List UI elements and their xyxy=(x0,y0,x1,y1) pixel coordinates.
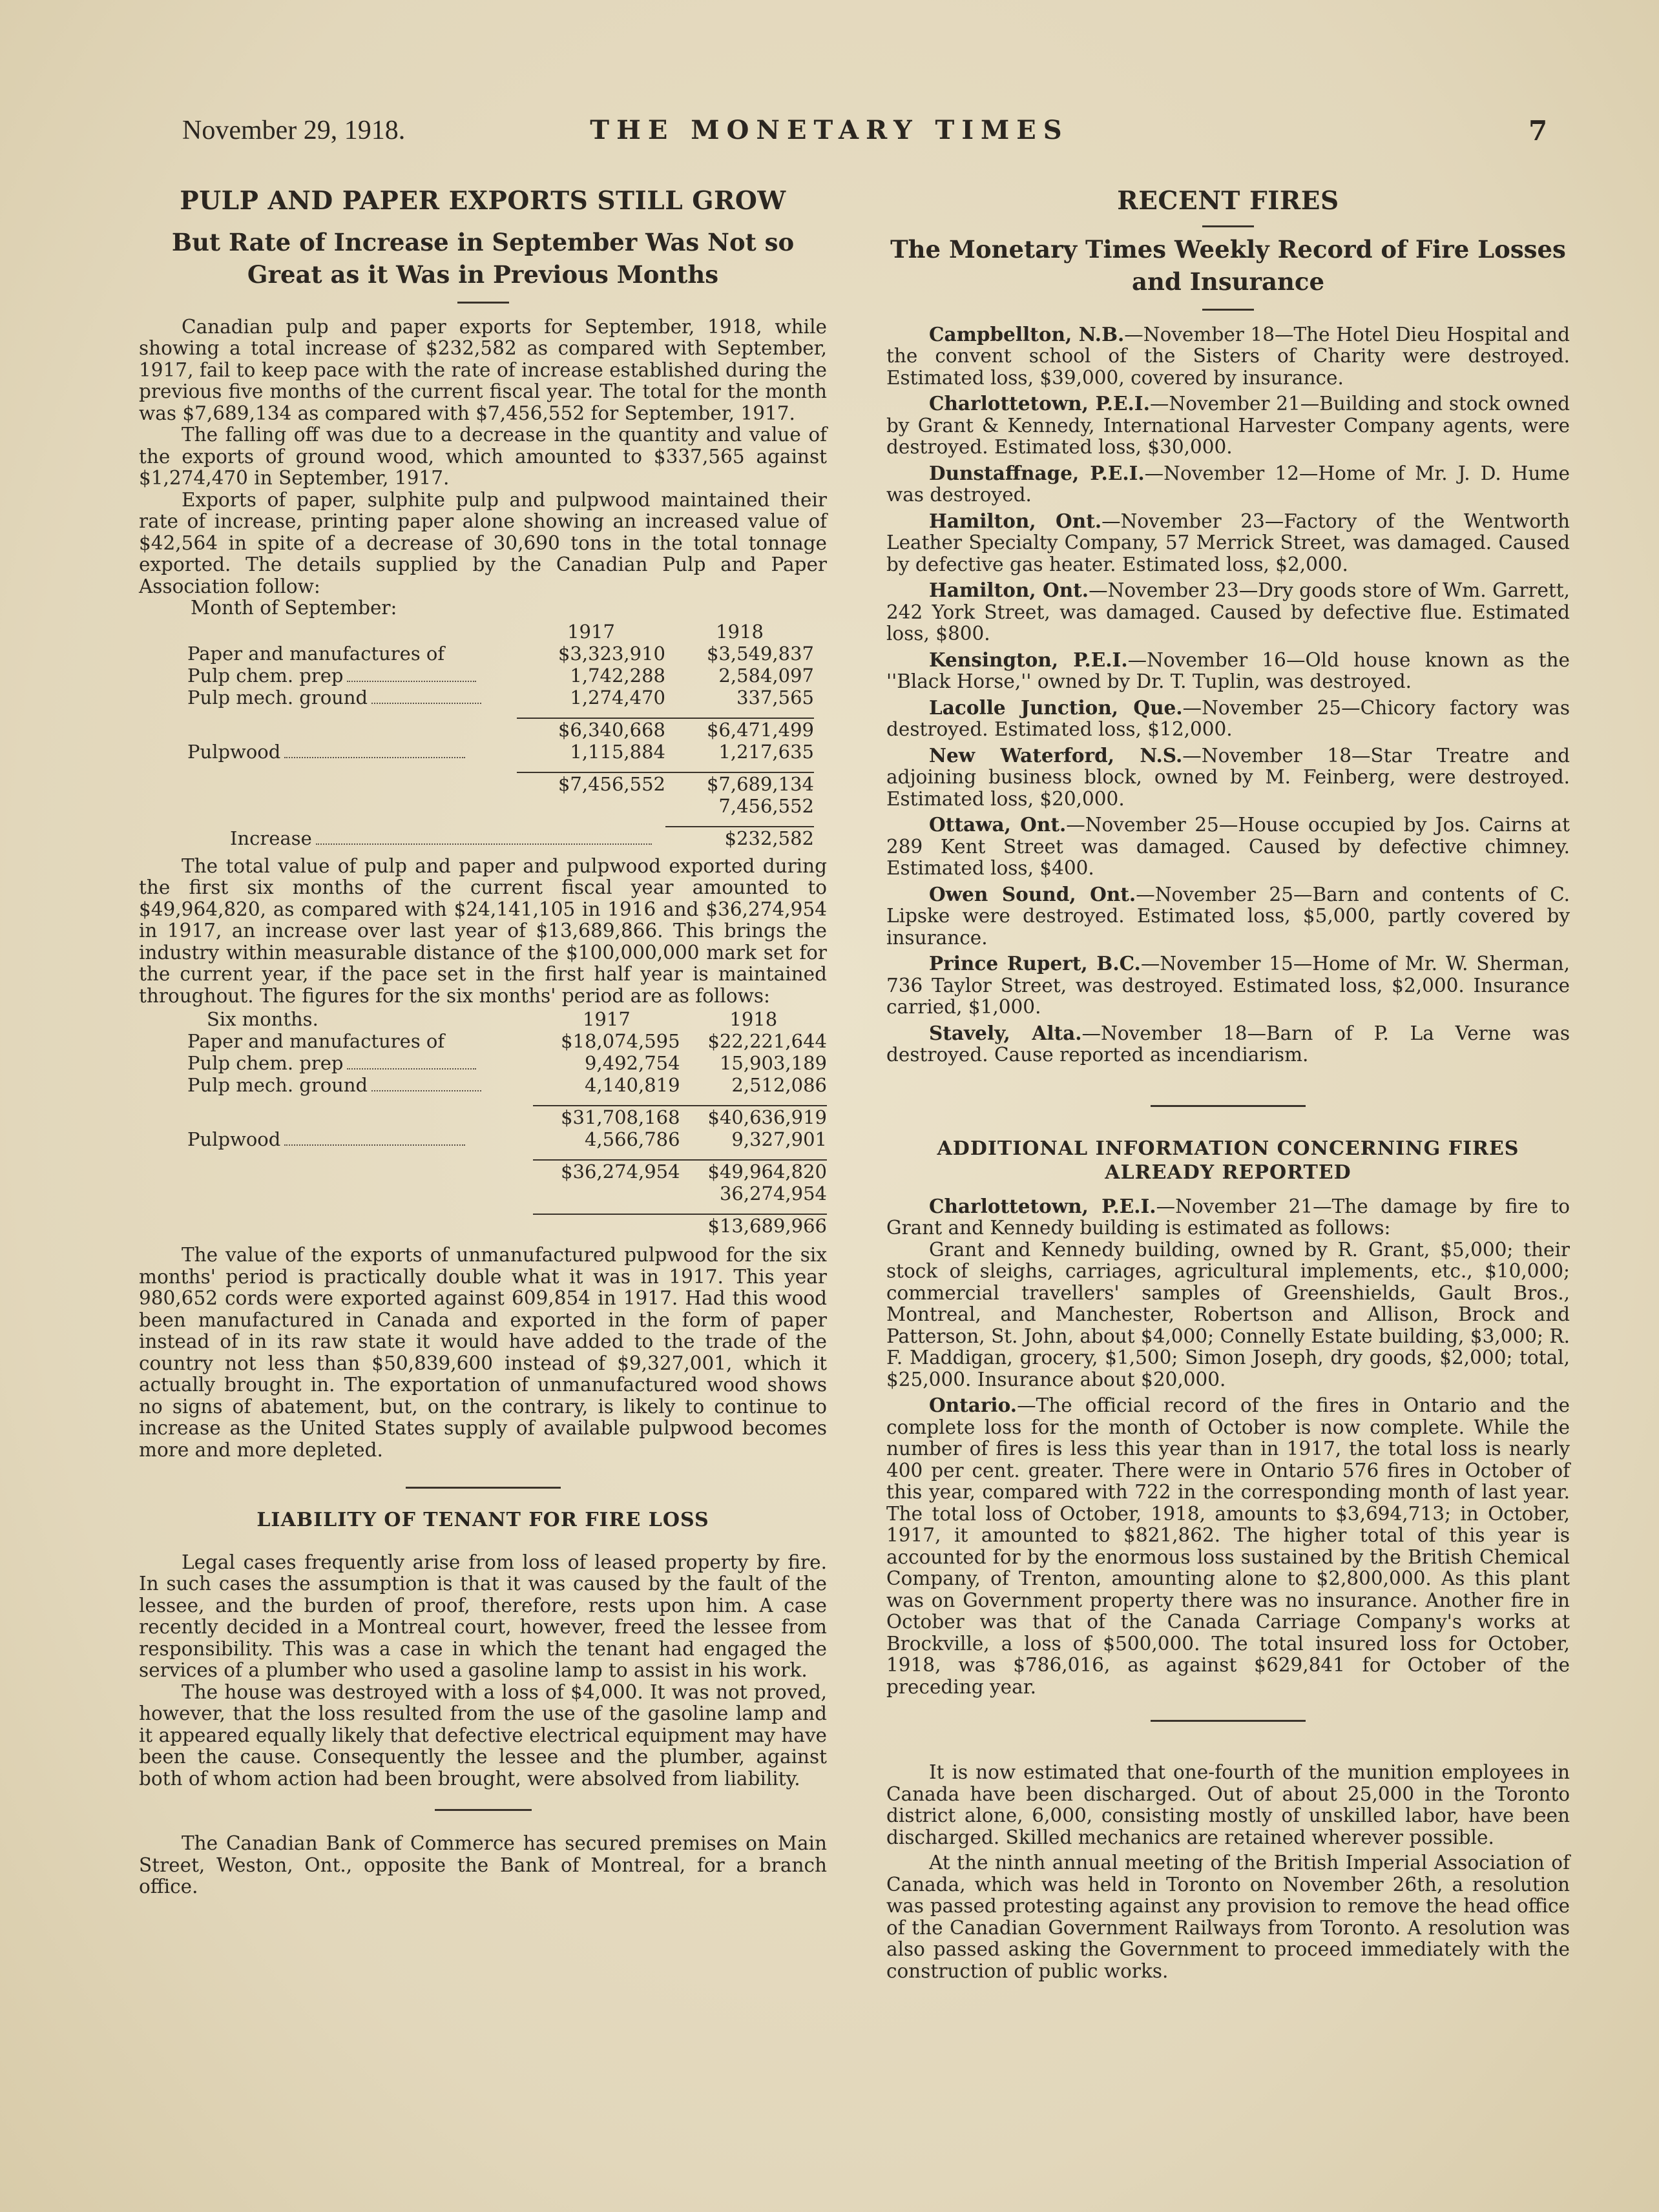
list-item xyxy=(886,745,1570,811)
subtotal-1917: $31,708,168 xyxy=(533,1106,680,1128)
total-1918: $7,689,134 xyxy=(665,772,814,795)
pulp-paragraph-3: Exports of paper, sulphite pulp and pulpwood maintained their rate of increase, printing paper alone showing an increased value of $42,564 in spite of a decrease of 30,690 tons in the total tonnage exported. The details supplied by the Canadian Pulp and Paper Association follow: xyxy=(139,488,827,597)
fire-text: —November 23—Dry goods store of Wm. Garrett, 242 York Street, was damaged. Caused by defective flue. Estimated loss, $800. xyxy=(886,579,1570,645)
table-row xyxy=(187,1128,827,1150)
table-row xyxy=(187,1160,827,1183)
fire-place: Dunstaffnage, P.E.I. xyxy=(929,461,1145,484)
list-item xyxy=(886,579,1570,645)
list-item xyxy=(886,324,1570,389)
list-item xyxy=(886,953,1570,1018)
fire-place: New Waterford, N.S. xyxy=(929,743,1183,767)
table-row xyxy=(187,772,814,795)
row-value-1918: 15,903,189 xyxy=(719,1052,827,1075)
fire-place: Hamilton, Ont. xyxy=(929,579,1089,602)
fire-text: —November 25—Barn and contents of C. Lipske were destroyed. Estimated loss, $5,000, partly covered by insurance. xyxy=(886,883,1570,949)
liability-paragraph-2: The house was destroyed with a loss of $4,000. It was not proved, however, that the loss resulted from the use of the gasoline lamp and it appeared equally likely that defective electrical equipment may have been the cause. Consequently the lessee and the plumber, against both of whom action had been brought, were absolved from liability. xyxy=(139,1680,827,1790)
fire-text: —November 15—Home of Mr. W. Sherman, 736 Taylor Street, was destroyed. Estimated loss, $2,000. Insurance carried, $1,000. xyxy=(886,953,1570,1018)
left-column xyxy=(139,186,827,1898)
fire-list xyxy=(886,324,1570,1066)
additional-text: —The official record of the fires in Ontario and the complete loss for the month of October is now complete. While the number of fires is less this year than in 1917, the total loss is nearly 400 per cent. greater. There were in Ontario 576 fires in October of this year, compared with 722 in the corresponding month of last year. The total loss of October, 1918, amounts to $3,694,713; in October, 1917, it amounted to $821,862. The higher total of this year is accounted for by the enormous loss sustained by the British Chemical Company, of Trenton, amounting alone to $2,800,000. As this plant was on Government property there was no insurance. Another fire in October was that of the Canada Carriage Company's works at Brockville, a loss of $500,000. The total insured loss for October, 1918, was $786,016, as against $629,841 for October of the preceding year. xyxy=(886,1394,1570,1698)
additional-title: ADDITIONAL INFORMATION CONCERNING FIRES ALREADY REPORTED xyxy=(937,1137,1519,1184)
list-item xyxy=(886,697,1570,741)
pulpwood-1918: 1,217,635 xyxy=(718,740,814,763)
fires-title: RECENT FIRES xyxy=(1117,186,1339,216)
table1-caption: Month of September: xyxy=(191,597,397,619)
row-value-1917: 9,492,754 xyxy=(584,1052,680,1075)
pulp-paragraph-2: The falling off was due to a decrease in the quantity and value of the exports of ground wood, which amounted to $337,565 against $1,274,470 in September, 1917. xyxy=(139,424,827,490)
fire-text: —November 25—House occupied by Jos. Cairns at 289 Kent Street was damaged. Caused by defective chimney. Estimated loss, $400. xyxy=(886,814,1570,880)
additional-place: Charlottetown, P.E.I. xyxy=(929,1194,1156,1217)
bank-note: The Canadian Bank of Commerce has secured premises on Main Street, Weston, Ont., opposite the Bank of Montreal, for a branch office. xyxy=(139,1832,827,1898)
fire-text: —November 12—Home of Mr. J. D. Hume was destroyed. xyxy=(886,462,1570,506)
fire-place: Hamilton, Ont. xyxy=(929,509,1102,532)
table-row xyxy=(187,741,814,763)
less-1918: 7,456,552 xyxy=(718,794,814,817)
row-value-1918: $22,221,644 xyxy=(707,1030,827,1053)
liability-title: LIABILITY OF TENANT FOR FIRE LOSS xyxy=(256,1509,709,1532)
row-label: Pulp chem. prep xyxy=(187,1052,344,1075)
table-row xyxy=(187,718,814,741)
pulp-article-title: PULP AND PAPER EXPORTS STILL GROW xyxy=(180,186,786,216)
list-item xyxy=(886,393,1570,459)
fire-place: Charlottetown, P.E.I. xyxy=(929,392,1150,415)
leader-dots xyxy=(347,1068,476,1070)
pulp-paragraph-1: Canadian pulp and paper exports for September, 1918, while showing a total increase of $232,582 as compared with September, 1917, fail to keep pace with the rate of increase established during the previous five months of the current fiscal year. The total for the month was $7,689,134 as compared with $7,456,552 for September, 1917. xyxy=(139,315,827,424)
leader-dots xyxy=(284,1144,465,1146)
row-value-1918: 2,584,097 xyxy=(718,664,814,687)
fire-text: —November 21—Building and stock owned by Grant & Kennedy, International Harvester Company agents, were destroyed. Estimated loss, $30,000. xyxy=(886,393,1570,459)
liability-paragraph-1: Legal cases frequently arise from loss of leased property by fire. In such cases the assumption is that it was caused by the fault of the lessee, and the burden of proof, therefore, rests upon him. A case recently decided in a Montreal court, however, freed the lessee from responsibility. This was a case in which the tenant had engaged the services of a plumber who used a gasoline lamp to assist in his work. xyxy=(139,1551,827,1682)
header-publication: THE MONETARY TIMES xyxy=(590,115,1069,145)
row-value-1918: 337,565 xyxy=(736,686,814,708)
row-label: Pulp chem. prep xyxy=(187,664,344,687)
table-row xyxy=(187,665,814,687)
fire-text: —November 18—Star Treatre and adjoining business block, owned by M. Feinberg, were destroyed. Estimated loss, $20,000. xyxy=(886,744,1570,810)
table-row xyxy=(187,687,814,708)
table2-col-1917: 1917 xyxy=(582,1008,631,1031)
table2-caption: Six months. xyxy=(207,1008,318,1031)
row-label: Pulp mech. ground xyxy=(187,1074,368,1097)
subtotal-1917: $6,340,668 xyxy=(517,718,665,741)
increase-label: Increase xyxy=(230,827,312,849)
row-value-1917: $18,074,595 xyxy=(561,1030,680,1053)
pulp-paragraph-5: The value of the exports of unmanufactured pulpwood for the six months' period is practically double what it was in 1917. This year 980,652 cords were exported against 609,854 in 1917. Had this wood been manufactured in Canada and exported in the form of paper instead of in its raw state it would have added to the trade of the country not less than $50,839,600 instead of $9,327,001, which it actually brought in. The exportation of unmanufactured wood shows no signs of abatement, but, on the contrary, is likely to continue to increase as the United States supply of available pulpwood becomes more and more depleted. xyxy=(139,1244,827,1461)
pulpwood-1917: 4,566,786 xyxy=(584,1128,680,1151)
fire-place: Campbellton, N.B. xyxy=(929,322,1125,346)
row-value-1917: 4,140,819 xyxy=(584,1074,680,1097)
right-column xyxy=(886,186,1570,1982)
september-exports-table xyxy=(187,621,814,849)
fire-place: Ottawa, Ont. xyxy=(929,813,1067,836)
header-date: November 29, 1918. xyxy=(182,116,406,145)
table-row xyxy=(187,1030,827,1052)
divider xyxy=(457,302,509,304)
table-row xyxy=(187,795,814,817)
table-row xyxy=(187,1183,827,1204)
association-paragraph: At the ninth annual meeting of the British Imperial Association of Canada, which was held in Toronto on November 26th, a resolution was passed protesting against any provision to remove the head office of the Canadian Government Railways from Toronto. A resolution was also passed asking the Government to proceed immediately with the construction of public works. xyxy=(886,1852,1570,1982)
six-months-table xyxy=(187,1008,827,1237)
list-item xyxy=(886,462,1570,506)
divider xyxy=(1202,309,1254,311)
leader-dots xyxy=(371,703,481,704)
table1-col-1918: 1918 xyxy=(716,620,764,643)
table-row xyxy=(187,1214,827,1237)
pulp-paragraph-4: The total value of pulp and paper and pulpwood exported during the first six months of the current fiscal year amounted to $49,964,820, as compared with $24,141,105 in 1916 and $36,274,954 in 1917, an increase over last year of $13,689,866. This brings the industry within measurable distance of the $100,000,000 mark set for the current year, if the pace set in the first half year is maintained throughout. The figures for the six months' period are as follows: xyxy=(139,854,827,1007)
row-label: Paper and manufactures of xyxy=(187,1030,445,1053)
fire-text: —November 18—Barn of P. La Verne was destroyed. Cause reported as incendiarism. xyxy=(886,1022,1570,1066)
additional-paragraph-3 xyxy=(886,1394,1570,1698)
table-row xyxy=(187,827,814,849)
list-item xyxy=(886,649,1570,693)
row-label: Pulp mech. ground xyxy=(187,686,368,708)
row-label: Pulpwood xyxy=(187,1128,281,1151)
fire-place: Owen Sound, Ont. xyxy=(929,882,1136,905)
leader-dots xyxy=(284,757,465,758)
list-item xyxy=(886,814,1570,880)
header-page-number: 7 xyxy=(1529,115,1548,147)
additional-paragraph-1 xyxy=(886,1195,1570,1239)
table1-col-1917: 1917 xyxy=(567,620,615,643)
subtotal-1918: $6,471,499 xyxy=(665,718,814,741)
divider xyxy=(435,1809,532,1811)
row-value-1918: 2,512,086 xyxy=(731,1074,827,1097)
leader-dots xyxy=(316,843,652,845)
list-item xyxy=(886,1022,1570,1066)
fire-text: —November 18—The Hotel Dieu Hospital and the convent school of the Sisters of Charity were destroyed. Estimated loss, $39,000, covered by insurance. xyxy=(886,323,1570,389)
fires-subtitle: The Monetary Times Weekly Record of Fire Losses and Insurance xyxy=(890,234,1566,296)
list-item xyxy=(886,884,1570,949)
increase-value: $13,689,966 xyxy=(680,1214,827,1237)
increase-value: $232,582 xyxy=(665,827,814,849)
pulp-article-subtitle: But Rate of Increase in September Was Not so Great as it Was in Previous Months xyxy=(171,227,795,289)
table-row xyxy=(187,1106,827,1128)
row-label: Pulpwood xyxy=(187,740,281,763)
fire-place: Prince Rupert, B.C. xyxy=(929,952,1141,975)
divider xyxy=(1151,1105,1306,1107)
row-value-1917: $3,323,910 xyxy=(558,642,665,665)
fire-text: —November 23—Factory of the Wentworth Leather Specialty Company, 57 Merrick Street, was damaged. Caused by defective gas heater. Estimated loss, $2,000. xyxy=(886,510,1570,575)
table-row xyxy=(187,1052,827,1074)
table-row xyxy=(187,1074,827,1096)
divider xyxy=(406,1487,561,1489)
row-value-1917: 1,742,288 xyxy=(570,664,665,687)
row-value-1917: 1,274,470 xyxy=(570,686,665,708)
row-value-1918: $3,549,837 xyxy=(706,642,814,665)
total-1917: $36,274,954 xyxy=(533,1160,680,1183)
fire-place: Kensington, P.E.I. xyxy=(929,648,1128,671)
leader-dots xyxy=(371,1090,481,1091)
additional-paragraph-2: Grant and Kennedy building, owned by R. Grant, $5,000; their stock of sleighs, carriages, agricultural implements, etc., $10,000; commercial travellers' samples of Greenshields, Gault Bros., Montreal, and Manchester, Robertson and Allison, Brock and Patterson, St. John, about $4,000; Connelly Estate building, $3,000; R. F. Maddigan, grocery, $1,500; Simon Joseph, dry goods, $2,000; total, $25,000. Insurance about $20,000. xyxy=(886,1238,1570,1390)
fire-place: Stavely, Alta. xyxy=(929,1021,1082,1044)
divider xyxy=(1202,225,1254,227)
list-item xyxy=(886,510,1570,576)
additional-place: Ontario. xyxy=(929,1394,1017,1417)
table2-col-1918: 1918 xyxy=(729,1008,778,1031)
total-1917: $7,456,552 xyxy=(517,772,665,795)
fire-place: Lacolle Junction, Que. xyxy=(929,696,1183,719)
table-row xyxy=(187,643,814,665)
fire-text: —November 16—Old house known as the ''Black Horse,'' owned by Dr. T. Tuplin, was destroyed. xyxy=(886,648,1570,693)
additional-text: —November 21—The damage by fire to Grant and Kennedy building is estimated as follows: xyxy=(886,1195,1570,1239)
less-1918: 36,274,954 xyxy=(719,1183,827,1205)
pulpwood-1918: 9,327,901 xyxy=(731,1128,827,1151)
leader-dots xyxy=(347,681,476,682)
row-label: Paper and manufactures of xyxy=(187,642,445,665)
pulpwood-1917: 1,115,884 xyxy=(570,740,665,763)
subtotal-1918: $40,636,919 xyxy=(680,1106,827,1128)
munitions-paragraph: It is now estimated that one-fourth of the munition employees in Canada have been discharged. Out of about 25,000 in the Toronto district alone, 6,000, consisting mostly of unskilled labor, have been discharged. Skilled mechanics are retained wherever possible. xyxy=(886,1761,1570,1848)
total-1918: $49,964,820 xyxy=(680,1160,827,1183)
divider xyxy=(1151,1720,1306,1722)
fire-text: —November 25—Chicory factory was destroyed. Estimated loss, $12,000. xyxy=(886,696,1570,741)
